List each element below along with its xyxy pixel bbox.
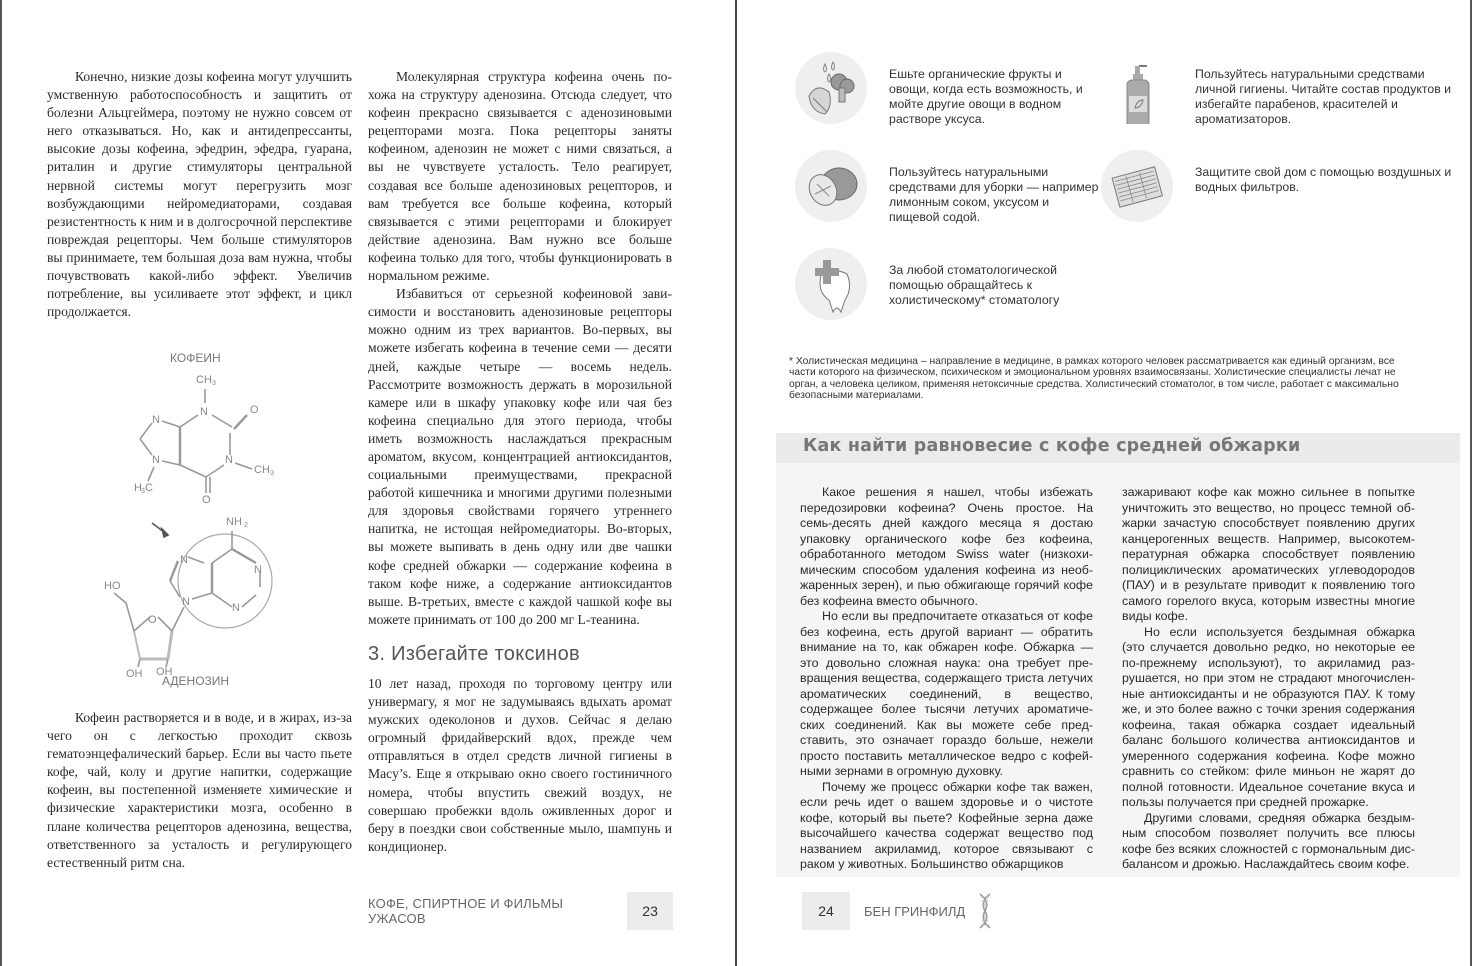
svg-text:CH: CH xyxy=(254,464,270,476)
footnote: * Холистическая медицина – направление в медицине, в рамках которого человек рассматривается как единый организм, все части которого на физическом, психическом и эмоциональном уровнях взаимосвязаны. Холистические специалисты лечат не орган, а человека целиком, применяя нетоксичные средства. Холистический стоматолог, в том числе, работает с максимально безопасными материалами. xyxy=(789,356,1399,402)
left-column-1 xyxy=(47,68,352,321)
tip-text: За любой стоматологической помощью обращайтесь к холистическому* стоматологу xyxy=(889,263,1060,307)
paragraph: Но если вы предпочитаете отказаться от кофе без кофеина, есть другой вариант — обратить внимание на то, как обжарен кофе. Обжарка — это довольно сложная наука: она требует превращения вещества, содержащего триста летучих ароматических соединений, в вещество, содержащее более тысячи летучих ароматических соединений. Как вы можете себе представить, это означает гораздо больше, нежели просто поставить металлическое ведро с кофейными зернами в огромную духовку. xyxy=(800,609,1093,778)
molecule-diagram-icon xyxy=(100,345,300,690)
tip-text: Пользуйтесь натуральными средствами для уборки — например лимонным соком, уксусом и пищевой содой. xyxy=(889,165,1099,224)
page-number: 24 xyxy=(802,892,850,930)
box-title: Как найти равновесие с кофе средней обжарки xyxy=(803,436,1301,456)
svg-text:O: O xyxy=(202,494,211,506)
svg-text:C: C xyxy=(145,482,153,494)
right-page-footer xyxy=(802,892,993,930)
paragraph: Молекулярная структура кофеина очень похожа на структуру аденозина. Отсюда следует, что кофеин прекрасно связывается с аденозиновыми рецепторами мозга. Пока рецепторы заняты кофеином, аденозин не может с ними связаться, а вы не чувствуете усталость. Тело реагирует, создавая все больше аденозиновых рецепторов, и вам требуется все больше кофеина, который связывается с этими рецепторами и блокирует действие аденозина. Вам нужно все больше кофеина только для того, чтобы функционировать в нормальном режиме. xyxy=(368,69,672,284)
left-page-footer xyxy=(368,892,673,930)
sidebar-box xyxy=(776,433,1460,877)
tip-text: Ешьте органические фрукты и овощи, когда есть возможность, и мойте другие овощи в водном растворе уксуса. xyxy=(889,67,1083,126)
svg-text:O: O xyxy=(148,614,157,626)
tip-item xyxy=(795,52,1099,127)
tooth-icon xyxy=(795,248,867,320)
box-title-bar xyxy=(776,433,1460,463)
section-heading: 3. Избегайте токсинов xyxy=(368,642,580,665)
paragraph: 10 лет назад, проходя по торговому центру или универмагу, я мог не задумываясь вдыхать аромат мужских одеколонов и духов. Сейчас я делаю огромный фридайверский вдох, прежде чем отправляться в отдел средств личной гигиены в Macy’s. Еще я открываю окно своего гостиничного номера, чтобы впустить свежий воздух, не совершаю пробежки вдоль оживленных дорог и беру в поездки свои собственные мыло, шампунь и кондиционер. xyxy=(368,676,672,854)
running-title: КОФЕ, СПИРТНОЕ И ФИЛЬМЫ УЖАСОВ xyxy=(368,896,564,926)
paragraph: Кофеин растворяется и в воде, и в жирах, из-за чего он с легкостью проходит сквозь гематоэнцефалический барьер. Если вы часто пьете кофе, чай, колу и другие напитки, содержащие кофеин, вы постепенной изменяете химические и физические характеристики мозга, особенно в плане количества рецепторов аденозина, вещества, ответственного за усталость и регулирующего естественный ритм сна. xyxy=(47,710,352,870)
caffeine-label: КОФЕИН xyxy=(170,351,221,365)
svg-text:N: N xyxy=(182,596,190,608)
paragraph: Другими словами, средняя обжарка бездымным способом позволяет получить все плюсы кофе без всяких сложностей с гормональным дисбалансом и дрожью. Наслаждайтесь своим кофе. xyxy=(1122,810,1415,871)
left-column-2 xyxy=(368,68,672,856)
svg-text:N: N xyxy=(232,602,240,614)
paragraph: Конечно, низкие дозы кофеина могут улучшить умственную работоспособность и защитить от болезни Альцгеймера, поэтому не нужно совсем от него отказываться. Но, как и антидепрессанты, высокие дозы кофеина, эфедрин, эфедра, гуарана, риталин и другие стимуляторы центральной нервной системы могут перегрузить мозг возбуждающими нейромедиаторами, создавая резистентность к ним и в долгосрочной перспективе повреждая рецепторы. Чем больше стимуляторов вы принимаете, тем большая доза вам нужна, чтобы почувствовать какой-либо эффект. Увеличив потребление, вы усиливаете этот эффект, и цикл продолжается. xyxy=(47,69,352,320)
tip-text: Защитите свой дом с помощью воздушных и водных фильтров. xyxy=(1195,165,1452,194)
dna-icon xyxy=(977,892,993,930)
tip-text: Пользуйтесь натуральными средствами личной гигиены. Читайте состав продуктов и избегайте парабенов, красителей и ароматизаторов. xyxy=(1195,67,1452,126)
svg-text:OH: OH xyxy=(156,666,173,678)
adenosine-label: АДЕНОЗИН xyxy=(162,674,230,688)
tip-item xyxy=(1101,52,1460,127)
tip-item xyxy=(795,248,1099,320)
right-page xyxy=(737,0,1470,966)
vegetables-icon xyxy=(795,52,867,124)
box-column-2 xyxy=(1122,485,1415,873)
svg-text:N: N xyxy=(200,406,208,418)
svg-text:OH: OH xyxy=(126,668,143,680)
paragraph: Но если используется бездымная обжарка (это случается довольно редко, но некоторые ее по-прежнему используют), то акриламид разрушается, но при этом не страдают многочисленные антиоксиданты и не образуются ПАУ. К тому же, и это более важно с точки зрения содержания кофеина, такая обжарка создает идеальный баланс большого количества антиоксидантов и умеренного содержания кофеина. Кофе можно сравнить со стейком: филе миньон не жарят до полной готовности. Идеальное сочетание вкуса и пользы получается при средней прожарке. xyxy=(1122,624,1415,809)
paragraph: Избавиться от серьезной кофеиновой зависимости и восстановить аденозиновые рецепторы можно одним из трех вариантов. Во-первых, вы можете избегать кофеина в течение семи — десяти дней, каждые четыре — восемь недель. Рассмотрите возможность держать в морозильной камере или в шкафу упаковку кофе или чая без кофеина специально для этого периода, чтобы иметь возможность наслаждаться прекрасным ароматом, вкусом, концентрацией антиоксидантов, социальными преимуществами, прекрасной работой кишечника и многими другими полезными для здоровья свойствами горячего утреннего напитка, не истощая нейромедиаторы. Во-вторых, вы можете выпивать в день одну или две чашки кофе средней обжарки — содержание кофеина в таком кофе ниже, а содержание антиоксидантов выше. В-третьих, вместе с каждой чашкой кофе вы можете принимать от 100 до 200 мг L-теанина. xyxy=(368,286,672,627)
chemical-structures-figure xyxy=(100,345,300,690)
box-column-1 xyxy=(800,485,1093,873)
svg-text:H: H xyxy=(134,482,142,494)
svg-text:HO: HO xyxy=(104,580,121,592)
author-name: БЕН ГРИНФИЛД xyxy=(864,903,966,919)
svg-text:N: N xyxy=(254,564,262,576)
soap-bottle-icon xyxy=(1101,52,1173,124)
svg-text:NH: NH xyxy=(226,516,242,528)
svg-text:3: 3 xyxy=(141,488,145,495)
air-filter-icon xyxy=(1101,150,1173,222)
svg-text:3: 3 xyxy=(270,470,274,477)
paragraph: Почему же процесс обжарки кофе так важен, если речь идет о вашем здоровье и о чистоте кофе, который вы пьете? Кофейные зерна даже высочайшего качества содержат вещество под названием акриламид, которое связывают с раком у животных. Большинство обжарщиков xyxy=(800,779,1093,871)
svg-text:N: N xyxy=(225,454,233,466)
tip-item xyxy=(1101,150,1460,222)
svg-text:3: 3 xyxy=(212,380,216,387)
lemon-icon xyxy=(795,150,867,222)
left-page xyxy=(2,0,735,966)
paragraph: Какое решения я нашел, чтобы избежать передозировки кофеина? Очень простое. На семь-десять дней каждого месяца я достаю упаковку органического кофе без кофеина, обработанного методом Swiss water (низкохимическим способом удаления кофеина из необжаренных зерен), и пью обжигающе горячий кофе без кофеина вместо обычного. xyxy=(800,485,1093,608)
tip-item xyxy=(795,150,1099,225)
svg-text:N: N xyxy=(180,554,188,566)
paragraph: зажаривают кофе как можно сильнее в попытке уничтожить это вещество, но процесс темной обжарки зачастую способствует появлению других канцерогенных веществ. Например, высокотемпературная обжарка способствует появлению полициклических ароматических углеводородов (ПАУ) и в результате приводит к появлению того самого горелого вкуса, которым известны многие виды кофе. xyxy=(1122,485,1415,623)
page-number: 23 xyxy=(627,892,673,930)
svg-text:CH: CH xyxy=(196,374,212,386)
left-column-1-bottom xyxy=(47,709,352,872)
svg-text:2: 2 xyxy=(244,522,248,529)
svg-text:N: N xyxy=(152,414,160,426)
svg-text:N: N xyxy=(152,454,160,466)
svg-text:O: O xyxy=(250,404,259,416)
